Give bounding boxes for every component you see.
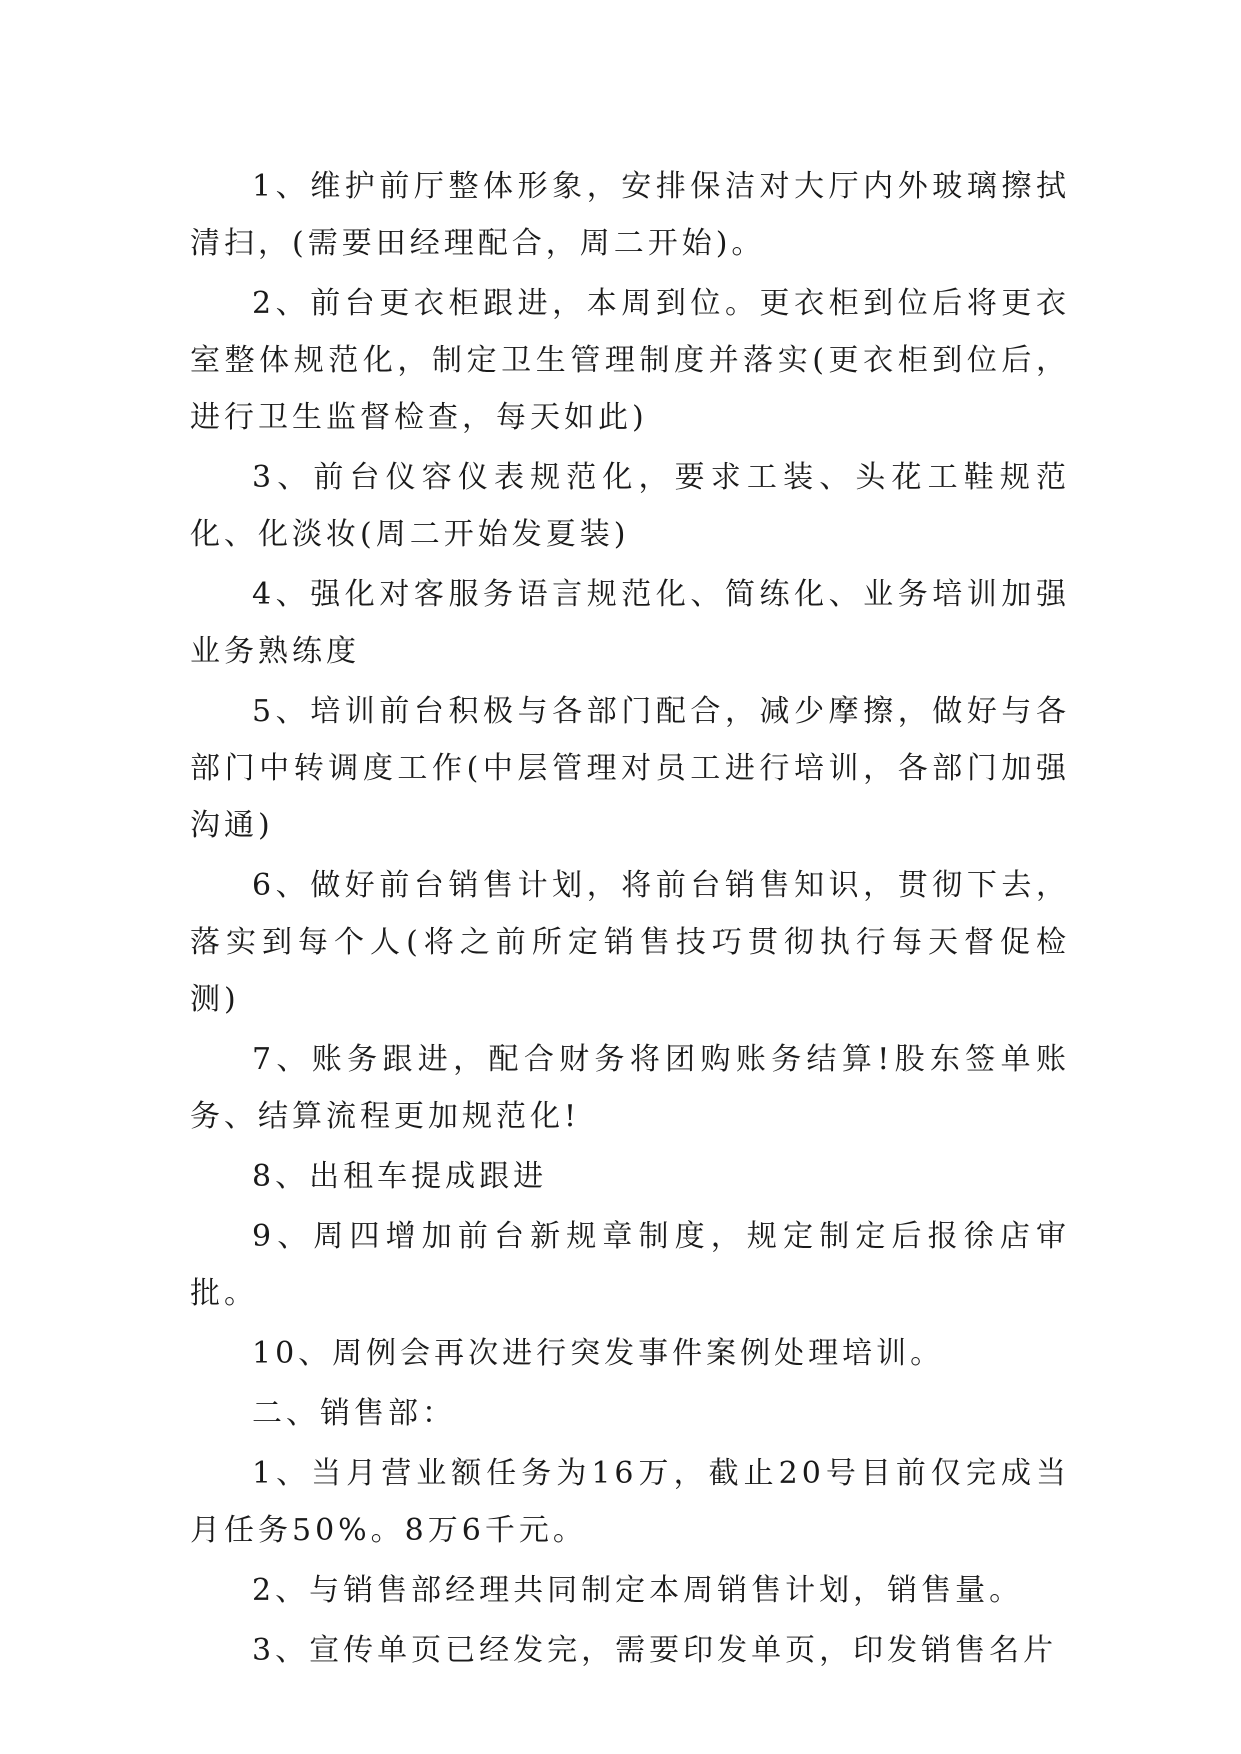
paragraph-7: 7、账务跟进，配合财务将团购账务结算!股东签单账务、结算流程更加规范化! xyxy=(190,1042,1070,1134)
sales-paragraph-1: 1、当月营业额任务为16万，截止20号目前仅完成当月任务50%。8万6千元。 xyxy=(190,1456,1070,1548)
paragraph-6: 6、做好前台销售计划，将前台销售知识，贯彻下去，落实到每个人(将之前所定销售技巧贯彻执行每天督促检测) xyxy=(190,868,1070,1017)
paragraph-8: 8、出租车提成跟进 xyxy=(252,1159,548,1194)
document-body xyxy=(190,158,1070,1682)
paragraph-1: 1、维护前厅整体形象，安排保洁对大厅内外玻璃擦拭清扫，(需要田经理配合，周二开始)。 xyxy=(190,169,1070,261)
paragraph-4: 4、强化对客服务语言规范化、简练化、业务培训加强业务熟练度 xyxy=(190,577,1070,669)
paragraph-9: 9、周四增加前台新规章制度，规定制定后报徐店审批。 xyxy=(190,1219,1070,1311)
sales-paragraph-3: 3、宣传单页已经发完，需要印发单页，印发销售名片 xyxy=(252,1633,1058,1668)
section-heading-sales: 二、销售部： xyxy=(252,1396,456,1431)
paragraph-3: 3、前台仪容仪表规范化，要求工装、头花工鞋规范化、化淡妆(周二开始发夏装) xyxy=(190,460,1070,552)
sales-paragraph-2: 2、与销售部经理共同制定本周销售计划，销售量。 xyxy=(252,1573,1024,1608)
paragraph-10: 10、周例会再次进行突发事件案例处理培训。 xyxy=(252,1336,945,1371)
paragraph-2: 2、前台更衣柜跟进，本周到位。更衣柜到位后将更衣室整体规范化，制定卫生管理制度并落实(更衣柜到位后，进行卫生监督检查，每天如此) xyxy=(190,286,1070,435)
paragraph-5: 5、培训前台积极与各部门配合，减少摩擦，做好与各部门中转调度工作(中层管理对员工进行培训，各部门加强沟通) xyxy=(190,694,1070,843)
